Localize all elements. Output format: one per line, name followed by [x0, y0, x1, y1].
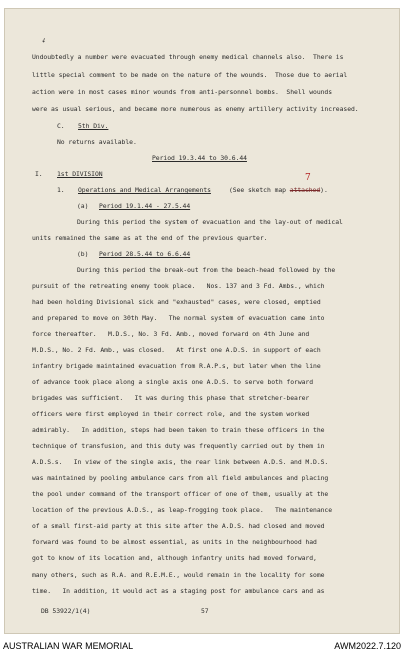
paragraph-line: infantry brigade maintained evacuation from R.A.P.s, but later when the line: [32, 362, 321, 370]
pencil-mark: ↙: [39, 34, 48, 45]
archive-name: AUSTRALIAN WAR MEMORIAL: [3, 641, 134, 651]
document-page: [4, 8, 400, 634]
paragraph-line: technique of transfusion, and this duty was frequently carried out by them in: [32, 442, 325, 450]
section-title: 1st DIVISION: [57, 170, 103, 178]
paragraph-line: and prepared to move on 30th May. The normal system of evacuation came into: [32, 314, 325, 322]
section-c-text: No returns available.: [57, 138, 137, 146]
item-number: 1.: [57, 186, 65, 194]
paragraph-line: action were in most cases minor wounds from anti-personnel bombs. Shell wounds: [32, 88, 333, 96]
paragraph-line: During this period the system of evacuation and the lay-out of medical: [77, 218, 343, 226]
section-c-title: 5th Div.: [78, 122, 109, 130]
paragraph-line: time. In addition, it would act as a staging post for ambulance cars and as: [32, 587, 325, 595]
paragraph-line: many others, such as R.A. and R.E.M.E., would remain in the locality for some: [32, 571, 325, 579]
item-note-struck: attached: [289, 186, 321, 194]
paragraph-line: of advance took place along a single axis one A.D.S. to serve both forward: [32, 378, 314, 386]
item-title: Operations and Medical Arrangements: [78, 186, 211, 194]
paragraph-line: was maintained by pooling ambulance cars from all field ambulances and placing: [32, 474, 329, 482]
item-note: [229, 186, 328, 194]
paragraph-line: had been holding Divisional sick and "exhausted" cases, were closed, emptied: [32, 298, 321, 306]
paragraph-line: Undoubtedly a number were evacuated through enemy medical channels also. There is: [32, 53, 344, 61]
paragraph-line: A.D.S.s. In view of the single axis, the rear link between A.D.S. and M.D.S.: [32, 458, 329, 466]
paragraph-line: During this period the break-out from the beach-head followed by the: [77, 266, 336, 274]
sub-b-title: Period 28.5.44 to 6.6.44: [99, 250, 191, 258]
item-note-text: (See sketch map: [229, 186, 290, 194]
page-number: 57: [201, 607, 209, 615]
paragraph-line: location of the previous A.D.S., as leap-frogging took place. The maintenance: [32, 506, 333, 514]
paragraph-line: officers were first employed in their correct role, and the system worked: [32, 410, 310, 418]
section-c-label: C.: [57, 122, 65, 130]
paragraph-line: pursuit of the retreating enemy took place. Nos. 137 and 3 Fd. Ambs., which: [32, 282, 325, 290]
archive-id: AWM2022.7.120: [334, 641, 401, 651]
paragraph-line: the pool under command of the transport officer of one of them, usually at the: [32, 490, 329, 498]
paragraph-line: little special comment to be made on the nature of the wounds. Those due to aerial: [32, 71, 348, 79]
paragraph-line: of a small first-aid party at this site after the A.D.S. had closed and moved: [32, 522, 325, 530]
sub-a-title: Period 19.1.44 - 27.5.44: [99, 202, 191, 210]
sub-b-label: (b): [77, 250, 89, 258]
paragraph-line: force thereafter. M.D.S., No. 3 Fd. Amb., moved forward on 4th June and: [32, 330, 310, 338]
paragraph-line: were as usual serious, and became more numerous as enemy artillery activity increased.: [32, 105, 359, 113]
paragraph-line: M.D.S., No. 2 Fd. Amb., was closed. At first one A.D.S. in support of each: [32, 346, 321, 354]
reference-number: DB 53922/1(4): [41, 607, 91, 615]
paragraph-line: units remained the same as at the end of the previous quarter.: [32, 234, 268, 242]
paragraph-line: got to know of its location and, although infantry units had moved forward,: [32, 554, 317, 562]
red-annotation: 7: [305, 173, 311, 183]
paragraph-line: admirably. In addition, steps had been taken to train these officers in the: [32, 426, 325, 434]
paragraph-line: brigades was sufficient. It was during this phase that stretcher-bearer: [32, 394, 310, 402]
period-heading: Period 19.3.44 to 30.6.44: [152, 154, 247, 162]
paragraph-line: forward was found to be almost essential, as units in the neighbourhood had: [32, 538, 317, 546]
section-number: I.: [35, 170, 43, 178]
sub-a-label: (a): [77, 202, 89, 210]
item-note-end: ).: [320, 186, 328, 194]
